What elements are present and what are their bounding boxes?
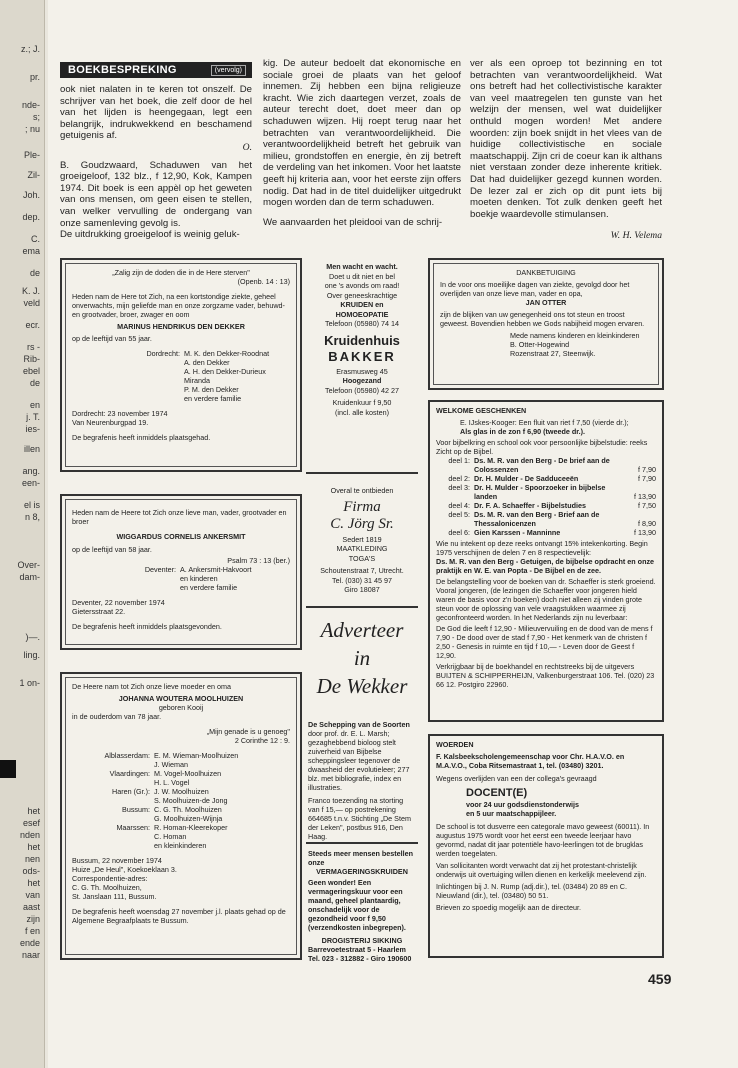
dank-sign: Mede namens kinderen en kleinkinderen: [510, 331, 640, 340]
obituary-age: in de ouderdom van 78 jaar.: [72, 712, 162, 721]
ad-line: Schoutenstraat 7, Utrecht.: [320, 566, 404, 575]
welkome-text: Ds. M. R. van den Berg - Getuigen, de bijbelse opdracht en onze praktijk en W. E. van Popta - De Bijbel en de zee.: [436, 557, 655, 575]
gutter-fragment: nen: [24, 854, 40, 864]
gutter-fragment: een-: [21, 478, 40, 488]
gutter-fragment: veld: [23, 298, 40, 308]
family-row: [72, 769, 290, 787]
obituary-date: Dordrecht: 23 november 1974: [72, 409, 168, 418]
welkome-text: Verkrijgbaar bij de boekhandel en rechtstreeks bij de uitgevers BUIJTEN & SCHIPPERHEIJN, Valkenburgerstraat 106. Tel. (020) 23 66 12. Postgiro 22960.: [436, 662, 655, 689]
jorg-ad: [308, 486, 416, 595]
ad-text: Geen wonder! Een vermageringskuur voor een maand, geheel plantaardig, onschadelijk voor de gezondheid voor f 9,50 (verzendkosten inbegrepen).: [308, 878, 406, 932]
family-name: E. M. Wieman-Moolhuizen: [154, 751, 239, 760]
obituary-corr-name: C. G. Th. Moolhuizen,: [72, 883, 142, 892]
kruidenhuis-ad: [308, 262, 416, 417]
ad-line: Kruidenkuur f 9,50: [332, 398, 392, 407]
family-name: en kinderen: [180, 574, 218, 583]
gutter-fragment: pr.: [29, 72, 40, 82]
article-paragraph: B. Goudzwaard, Schaduwen van het groeigeloof, 132 blz., f 12,90, Kok, Kampen 1974. Dit boek is een appèl op het geweten van ons mensen, om geen eisen te stellen, van welker vervulling de ondergang van onze samenleving gevolg is.: [60, 159, 252, 229]
gutter-fragment: ebel: [22, 366, 40, 376]
obituary-moolhuizen: [60, 672, 302, 960]
gutter-fragment: z.; J.: [20, 44, 40, 54]
ad-line: TOGA'S: [348, 553, 376, 563]
obituary-ref: 2 Corinthe 12 : 9.: [234, 736, 290, 745]
ad-text: Franco toezending na storting van f 15,— op postrekening 664685 t.n.v. Stichting „De Stem der Leken", postbus 916, Den Haag.: [308, 796, 411, 841]
family-row: [72, 787, 290, 805]
ad-line: Tel. (030) 31 45 97: [332, 575, 392, 585]
gutter-fragment: het: [27, 878, 40, 888]
welkome-line: Als glas in de zon f 6,90 (tweede dr.).: [460, 427, 586, 436]
gutter-fragment: )—.: [25, 632, 40, 642]
family-name: en kleinkinderen: [154, 841, 207, 850]
deel-row: [436, 528, 656, 537]
woerden-title: WOERDEN: [436, 740, 474, 749]
deel-price: f 7,50: [638, 501, 656, 510]
section-header: [60, 62, 252, 78]
family-name: A. den Dekker: [184, 358, 230, 367]
ad-line: Giro 18087: [344, 585, 380, 594]
obituary-age: op de leeftijd van 58 jaar.: [72, 545, 152, 554]
gutter-fragment: de: [29, 268, 40, 278]
deel-title: Ds. M. R. van den Berg - Brief aan de Thessalonicenzen: [474, 510, 600, 528]
obituary-ankersmit: [60, 494, 302, 650]
ad-line: Men wacht en wacht.: [326, 262, 398, 271]
family-name: M. Vogel-Moolhuizen: [154, 769, 222, 778]
deel-price: f 8,90: [638, 519, 656, 528]
ad-line: Overal te ontbieden: [330, 486, 394, 495]
family-place: Alblasserdam:: [104, 751, 150, 760]
deel-price: f 7,90: [638, 474, 656, 483]
gutter-fragment: rs -: [27, 342, 40, 352]
gutter-fragment: en: [29, 400, 40, 410]
family-name: Miranda: [184, 376, 210, 385]
welkome-title: WELKOME GESCHENKEN: [436, 406, 527, 415]
obituary-quote: „Mijn genade is u genoeg": [206, 727, 290, 736]
family-place: Haren (Gr.):: [112, 787, 150, 796]
gutter-fragment: Rib-: [23, 354, 40, 364]
deel-row: [436, 501, 656, 510]
deel-price: f 13,90: [634, 492, 656, 501]
ad-title: De Schepping van de Soorten: [308, 720, 410, 729]
ad-brand: Kruidenhuis: [324, 332, 400, 348]
obituary-note: De begrafenis heeft inmiddels plaatsgevonden.: [72, 622, 222, 631]
dank-text: zijn de blijken van uw genegenheid ons tot steun en troost geweest. Bovendien hebben we Gods nabijheid mogen ervaren.: [440, 310, 645, 328]
woerden-vacature: [428, 734, 664, 958]
ad-text: door prof. dr. E. L. Marsh; gezaghebbend bioloog stelt zuiverheid van Bijbelse scheppingsleer tegenover de dwaasheid der evolutieleer; 277 blz. met bibliografie, index en illustraties.: [308, 729, 410, 792]
family-place: Vlaardingen:: [109, 769, 150, 778]
gutter-fragment: dep.: [22, 212, 40, 222]
ad-line: Steeds meer mensen bestellen onze: [308, 849, 414, 867]
ad-brand: C. Jörg Sr.: [330, 515, 394, 532]
family-name: C. Homan: [154, 832, 187, 841]
gutter-fragment: het: [27, 806, 40, 816]
deel-number: deel 5:: [448, 510, 470, 519]
woerden-sub: en 5 uur maatschappijleer.: [466, 809, 557, 818]
obituary-address: Gietersstraat 22.: [72, 607, 126, 616]
gutter-fragment: de: [29, 378, 40, 388]
family-row: [72, 805, 290, 823]
deel-number: deel 2:: [448, 474, 470, 483]
family-name: A. Ankersmit-Hakvoort: [180, 565, 252, 574]
welkome-text: De God die leeft f 12,90 - Milieuvervuiling en de dood van de mens f 7,90 - De dood over de stad f 7,90 - Het kenmerk van de christen f 2,50 - Genesis in ruimte en tijd f 10,— - Leven door de Geest f 12,90.: [436, 624, 653, 660]
obituary-name: WIGGARDUS CORNELIS ANKERSMIT: [116, 532, 246, 541]
family-place: Maarssen:: [116, 823, 150, 832]
deel-list: [436, 456, 656, 537]
ad-line: Hoogezand: [342, 376, 382, 385]
article-paragraph: We aanvaarden het pleidooi van de schrij-: [263, 216, 443, 228]
woerden-text: Brieven zo spoedig mogelijk aan de directeur.: [436, 903, 582, 912]
ad-line: (incl. alle kosten): [335, 407, 389, 417]
deel-title: Gien Karssen - Manninne: [474, 528, 561, 537]
deel-row: [436, 510, 656, 528]
woerden-text: Inlichtingen bij J. N. Rump (adj.dir.), tel. (03484) 20 89 en C. Nieuwland (dir.), tel. (03480) 50 51.: [436, 882, 627, 900]
obituary-note: De begrafenis heeft woensdag 27 november j.l. plaats gehad op de Algemene Begraafplaats te Bussum.: [72, 907, 286, 925]
family-place: Bussum:: [122, 805, 150, 814]
obituary-date: Bussum, 22 november 1974: [72, 856, 162, 865]
deel-row: [436, 474, 656, 483]
obituary-corr-address: St. Janslaan 111, Bussum.: [72, 892, 157, 901]
gutter-fragment: f en: [24, 926, 40, 936]
welkome-text: De belangstelling voor de boeken van dr. Schaeffer is sterk groeiend. Vooral jongeren, (de lezingen die Schaeffer voor jongeren hield waren de basis voor z'n boeken) doch niet alleen zij vinden grote steun voor de oplossing van vele vraagstukken waarmee zij geconfronteerd worden. In het Nederlands zijn nu leverbaar:: [436, 577, 656, 622]
ad-line: Tel. 023 - 312882 - Giro 190600: [308, 954, 412, 963]
gutter-fragment: ecr.: [25, 320, 40, 330]
dank-title: DANKBETUIGING: [516, 268, 576, 277]
ad-line: Over geneeskrachtige: [326, 290, 398, 300]
ad-line: KRUIDEN en: [340, 300, 384, 309]
gutter-fragment: naar: [21, 950, 40, 960]
woerden-text: De school is tot dusverre een categorale mavo geweest (60011). In augustus 1975 wordt voor het eerst een tweede leerjaar havo gevormd, nadat dit jaar potentiële havo-leerlingen tot de brugklas werden toegelaten.: [436, 822, 650, 858]
gutter-fragment: j. T.: [26, 412, 40, 422]
dank-text: In de voor ons moeilijke dagen van ziekte, gevolgd door het overlijden van onze lieve man, vader en opa,: [440, 280, 630, 298]
family-name: J. Wieman: [154, 760, 188, 769]
obituary-date: Deventer, 22 november 1974: [72, 598, 165, 607]
article-paragraph: ook niet nalaten in te keren tot onszelf. De schrijver van het boek, die zelf door de hel van het lijden is heengegaan, legt een belangrijk, indrukwekkend en beschamend getuigenis af.: [60, 84, 252, 142]
welkome-line: Voor bijbelkring en school ook voor persoonlijke bijbelstudie: reeks Zicht op de Bijbel.: [436, 438, 648, 456]
gutter-fragment: ang.: [22, 466, 40, 476]
deel-title: Dr. H. Mulder - Spoorzoeker in bijbelse landen: [474, 483, 606, 501]
ad-line: De Wekker: [316, 674, 408, 698]
gutter-fragment: ies-: [25, 424, 40, 434]
gutter-fragment: dam-: [19, 572, 40, 582]
deel-price: f 13,90: [634, 528, 656, 537]
dank-sign: B. Otter-Hogewind: [510, 340, 570, 349]
gutter-black-block: [0, 760, 16, 778]
gutter-fragment: van: [25, 890, 40, 900]
obituary-born: geboren Kooij: [158, 703, 204, 712]
welkome-geschenken: [428, 400, 664, 722]
obituary-intro: De Heere nam tot Zich onze lieve moeder en oma: [72, 682, 232, 691]
previous-page-gutter: [0, 0, 45, 1068]
obituary-name: JOHANNA WOUTERA MOOLHUIZEN: [118, 694, 244, 703]
section-title: BOEKBESPREKING: [68, 64, 177, 76]
obituary-corr-label: Correspondentie-adres:: [72, 874, 148, 883]
gutter-fragment: 1 on-: [19, 678, 40, 688]
family-name: C. G. Th. Moolhuizen: [154, 805, 222, 814]
gutter-fragment: s;: [32, 112, 40, 122]
family-name: M. K. den Dekker-Roodnat: [184, 349, 270, 358]
gutter-fragment: ende: [19, 938, 40, 948]
ad-line: Adverteer: [320, 618, 404, 642]
ad-line: Erasmusweg 45: [336, 366, 388, 376]
gutter-fragment: Over-: [17, 560, 40, 570]
ad-line: Sedert 1819: [342, 534, 382, 544]
family-name: S. Moolhuizen-de Jong: [154, 796, 228, 805]
gutter-fragment: ods-: [22, 866, 40, 876]
gutter-fragment: Joh.: [22, 190, 40, 200]
family-name: P. M. den Dekker: [184, 385, 239, 394]
obituary-address: Van Neurenburgpad 19.: [72, 418, 149, 427]
article-signature: W. H. Velema: [610, 230, 662, 242]
gutter-fragment: Ple-: [23, 150, 40, 160]
woerden-text: Wegens overlijden van een der collega's gevraagd: [436, 774, 597, 783]
gutter-fragment: K. J.: [21, 286, 40, 296]
article-paragraph: ver als een oproep tot bezinning en tot betrachten van verantwoordelijkheid. Wat ons betreft had het collectivistische karakter van veel maatregelen ten gunste van het welzijn der mensen, wel wat duidelijker onthuld mogen worden! Met andere woorden: zijn boek snijdt in het vlees van de huidige collectivistische en sociale maatschappij. Zijn cri de coeur kan ik althans niet verstaan zonder deze inherente kritiek. Dat had duidelijker gezegd kunnen worden. De lezer zal er zich op dit punt iets bij moeten denken. Tot zulk denken geeft het boekje waardevolle stimulansen.: [470, 58, 662, 220]
gutter-fragment: Zil-: [27, 170, 40, 180]
deel-number: deel 3:: [448, 483, 470, 492]
vermagering-ad: [308, 849, 416, 963]
gutter-fragment: ; nu: [24, 124, 40, 134]
family-name: J. W. Moolhuizen: [154, 787, 209, 796]
deel-price: f 7,90: [638, 465, 656, 474]
family-name: R. Homan-Kleerekoper: [154, 823, 228, 832]
obituary-place: Deventer:: [144, 565, 176, 574]
family-list: [72, 751, 290, 850]
deel-title: Dr. F. A. Schaeffer - Bijbelstudies: [474, 501, 586, 510]
family-name: G. Moolhuizen-Wijnja: [154, 814, 223, 823]
gutter-fragment: n 8,: [24, 512, 40, 522]
woerden-heading: DOCENT(E): [466, 787, 528, 799]
woerden-sub: voor 24 uur godsdienstonderwijs: [466, 800, 580, 809]
obituary-ref: (Openb. 14 : 13): [237, 277, 290, 286]
schepping-ad: [308, 720, 416, 841]
gutter-fragment: zijn: [26, 914, 40, 924]
adverteer-ad: [306, 616, 418, 700]
obituary-den-dekker: [60, 258, 302, 472]
gutter-fragment: illen: [23, 444, 40, 454]
vervolg-tag: (vervolg): [211, 65, 246, 76]
article-paragraph: De uitdrukking groeigeloof is weinig geluk-: [60, 229, 240, 241]
obituary-house: Huize „De Heul", Koekoeklaan 3.: [72, 865, 177, 874]
ad-line: Doet u dit niet en bel: [329, 271, 395, 281]
gutter-fragment: nde-: [21, 100, 40, 110]
obituary-place: Dordrecht:: [146, 349, 180, 358]
divider: [306, 606, 418, 608]
ad-line: in: [353, 646, 371, 670]
woerden-text: Van sollicitanten wordt verwacht dat zij het protestant-christelijk onderwijs uit overtuiging willen dienen en kerkelijk meelevend zijn.: [436, 861, 647, 879]
gutter-fragment: el is: [23, 500, 40, 510]
ad-line: MAATKLEDING: [336, 544, 388, 553]
family-name: en verdere familie: [184, 394, 242, 403]
ad-brand: BAKKER: [328, 348, 396, 364]
ad-line: VERMAGERINGSKRUIDEN: [316, 867, 408, 876]
obituary-psalm: Psalm 73 : 13 (ber.): [227, 556, 290, 565]
family-name: en verdere familie: [180, 583, 238, 592]
deel-row: [436, 483, 656, 501]
divider: [306, 842, 418, 844]
article-paragraph: kig. De auteur bedoelt dat ekonomische en sociale groei de plaats van het geloof innemen. Zij hebben een bijna religieuze kracht. Wie zich daartegen verzet, zoals de auteur terecht doet, doet meer dan op schaduwen wijzen. Hij roept terug naar het betrachten van verantwoordelijkheid. Die verantwoordelijkheid betreft het gebruik van milieu, grondstoffen en energie, èn zij betreft de verdeling van het inkomen. Voor het laatste geeft hij kriteria aan, voor het eerste zijn offers nodig. Dat had in de titel duidelijker uitgedrukt mogen worden dan de term schaduwen.: [263, 58, 461, 209]
obituary-note: De begrafenis heeft inmiddels plaatsgehad.: [72, 433, 211, 442]
gutter-fragment: nden: [19, 830, 40, 840]
family-row: [72, 751, 290, 769]
gutter-fragment: C.: [31, 234, 40, 244]
ad-line: DROGISTERIJ SIKKING: [321, 936, 403, 945]
woerden-org: F. Kalsbeekscholengemeenschap voor Chr. H.A.V.O. en M.A.V.O., Coba Ritsemastraat 1, tel. (03480) 3201.: [436, 752, 625, 770]
divider: [306, 472, 418, 474]
deel-row: [436, 456, 656, 474]
article-column-1: [60, 84, 252, 241]
obituary-name: MARINUS HENDRIKUS DEN DEKKER: [117, 322, 245, 331]
page: [48, 0, 738, 1068]
gutter-fragment: ling.: [23, 650, 40, 660]
dank-name: JAN OTTER: [525, 298, 567, 307]
article-signature: O.: [242, 141, 252, 153]
gutter-fragment: aast: [22, 902, 40, 912]
gutter-fragment: het: [27, 842, 40, 852]
obituary-intro: Heden nam de Here tot Zich, na een kortstondige ziekte, geheel onverwachts, mijn geliefde man en onze zorgzame vader, behuwd- en grootvader, broer, zwager en oom: [72, 292, 285, 319]
article-column-3: [470, 58, 662, 242]
dank-sign: Rozenstraat 27, Steenwijk.: [510, 349, 596, 358]
deel-number: deel 6:: [448, 528, 470, 537]
deel-number: deel 4:: [448, 501, 470, 510]
deel-title: Ds. M. R. van den Berg - De brief aan de Colossenzen: [474, 456, 610, 474]
deel-number: deel 1:: [448, 456, 470, 465]
family-row: [72, 823, 290, 850]
welkome-line: E. IJskes-Kooger: Een fluit van riet f 7,50 (vierde dr.);: [460, 418, 629, 427]
ad-line: HOMOEOPATIE: [335, 309, 389, 319]
welkome-text: Wie nu intekent op deze reeks ontvangt 15% intekenkorting. Begin 1975 verschijnen de delen 7 en 8 respectievelijk:: [436, 539, 648, 557]
ad-line: one 's avonds om raad!: [324, 281, 400, 290]
ad-brand: Firma: [343, 498, 381, 515]
obituary-intro: Heden nam de Heere tot Zich onze lieve man, vader, grootvader en broer: [72, 508, 287, 526]
gutter-fragment: ema: [22, 246, 40, 256]
dankbetuiging: [428, 258, 664, 390]
family-name: H. L. Vogel: [154, 778, 190, 787]
page-number: 459: [648, 971, 672, 987]
ad-line: Barrevoetestraat 5 - Haarlem: [308, 945, 406, 954]
gutter-fragment: esef: [22, 818, 40, 828]
deel-title: Dr. H. Mulder - De Sadduceeën: [474, 474, 579, 483]
family-name: A. H. den Dekker-Durieux: [184, 367, 266, 376]
ad-line: Telefoon (05980) 74 14: [325, 319, 399, 328]
obituary-age: op de leeftijd van 55 jaar.: [72, 334, 152, 343]
ad-line: Telefoon (05980) 42 27: [325, 385, 399, 395]
obituary-quote: „Zalig zijn de doden die in de Here sterven": [112, 268, 250, 277]
article-column-2: [263, 58, 461, 228]
